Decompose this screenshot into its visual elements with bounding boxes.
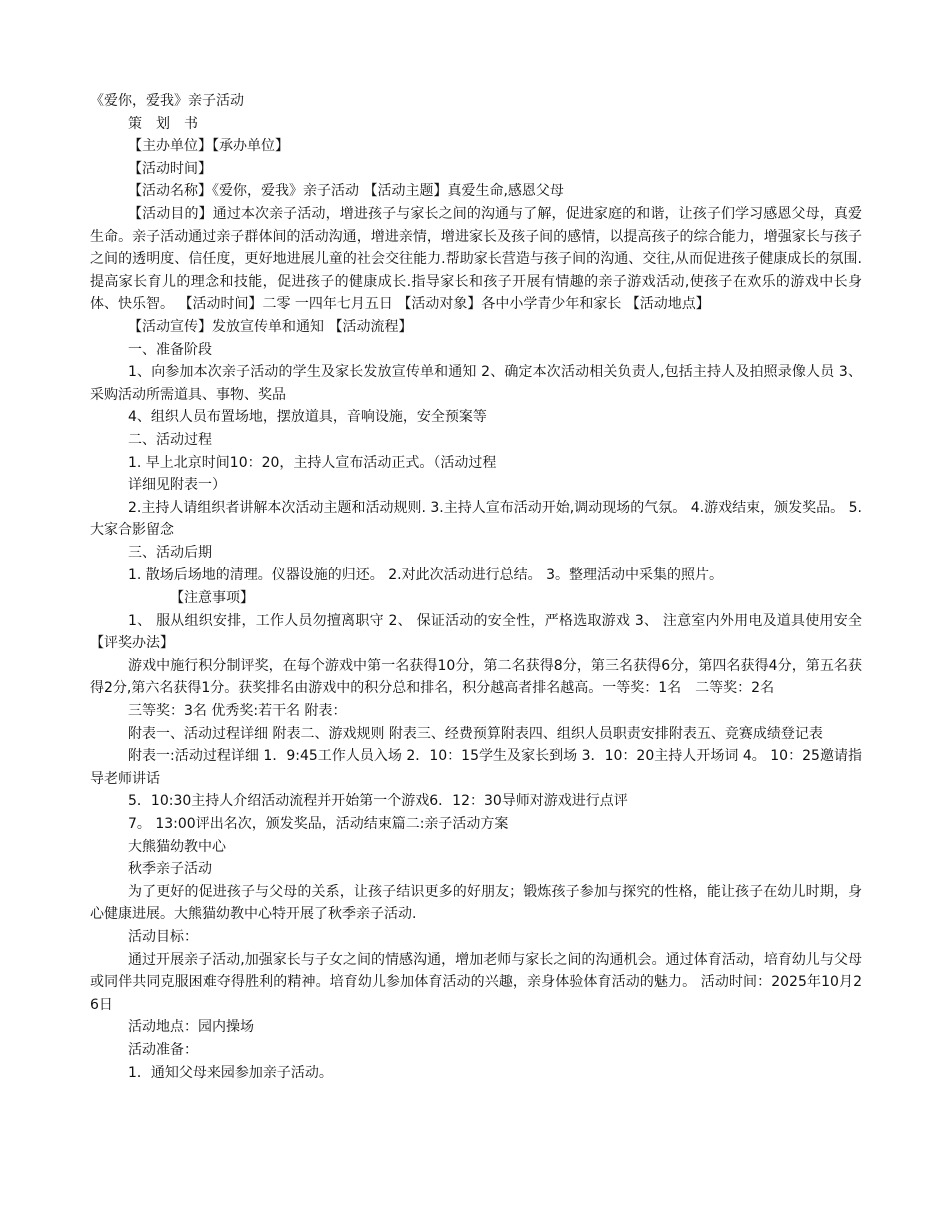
appendix-paragraph: 附表一:活动过程详细 1．9:45工作人员入场 2．10：15学生及家长到场 3．10：20主持人开场词 4。 10：25邀请指导老师讲话 xyxy=(90,748,862,787)
appendix-paragraph: 5．10:30主持人介绍活动流程并开始第一个游戏6．12：30导师对游戏进行点评 xyxy=(128,793,628,810)
organizer-line: 【主办单位】【承办单位】 xyxy=(128,138,289,155)
preparation-item: 1．通知父母来园参加亲子活动。 xyxy=(128,1064,333,1081)
appendix-paragraph: 7。 13:00评出名次，颁发奖品，活动结束篇二:亲子活动方案 xyxy=(128,816,509,832)
preparation-heading: 活动准备： xyxy=(128,1041,198,1058)
time-line: 【活动时间】 xyxy=(128,160,212,177)
section-heading-process: 二、活动过程 xyxy=(128,431,212,448)
section-heading-center: 大熊猫幼教中心 xyxy=(128,838,226,855)
intro-paragraph: 为了更好的促进孩子与父母的关系，让孩子结识更多的好朋友；锻炼孩子参加与探究的性格，能让孩子在幼儿时期，身心健康进展。大熊猫幼教中心特开展了秋季亲子活动. xyxy=(90,883,862,923)
goals-paragraph: 通过开展亲子活动,加强家长与子女之间的情感沟通，增加老师与家长之间的沟通机会。通过体育活动，培育幼儿与父母或同伴共同克服困难夺得胜利的精神。培育幼儿参加体育活动的兴趣，亲身体验体育活动的魅力。 活动时间：2025年10月26日 xyxy=(90,951,862,1013)
activity-name-line: 【活动名称】《爱你，爱我》亲子活动 【活动主题】真爱生命,感恩父母 xyxy=(128,183,564,200)
notice-heading: 【注意事项】 xyxy=(170,590,254,607)
section-heading-autumn: 秋季亲子活动 xyxy=(128,861,212,878)
document-body xyxy=(90,90,862,1084)
section-heading-prep: 一、准备阶段 xyxy=(128,341,212,358)
process-paragraph: 1. 早上北京时间10：20，主持人宣布活动正式。（活动过程 xyxy=(128,454,497,471)
location-line: 活动地点：园内操场 xyxy=(128,1019,254,1036)
post-paragraph: 1. 散场后场地的清理。仪器设施的归还。 2.对此次活动进行总结。 3。整理活动中采集的照片。 xyxy=(128,567,723,584)
prep-paragraph: 4、组织人员布置场地，摆放道具，音响设施，安全预案等 xyxy=(128,409,487,426)
notice-paragraph: 1、 服从组织安排，工作人员勿擅离职守 2、 保证活动的安全性，严格选取游戏 3、 注意室内外用电及道具使用安全 【评奖办法】 xyxy=(90,612,862,652)
publicity-line: 【活动宣传】发放宣传单和通知 【活动流程】 xyxy=(128,318,413,335)
process-paragraph: 2.主持人请组织者讲解本次活动主题和活动规则. 3.主持人宣布活动开始,调动现场的气氛。 4.游戏结束，颁发奖品。 5. 大家合影留念 xyxy=(90,499,862,539)
section-heading-post: 三、活动后期 xyxy=(128,544,212,561)
award-paragraph: 游戏中施行积分制评奖，在每个游戏中第一名获得10分，第二名获得8分，第三名获得6分，第四名获得4分，第五名获得2分,第六名获得1分。获奖排名由游戏中的积分总和排名，积分越高者排名越高。一等奖：1名 二等奖：2名 xyxy=(90,657,862,697)
appendix-list: 附表一、活动过程详细 附表二、游戏规则 附表三、经费预算附表四、组织人员职责安排附表五、竞赛成绩登记表 xyxy=(128,725,823,742)
process-paragraph: 详细见附表一） xyxy=(128,477,226,494)
document-title: 《爱你，爱我》亲子活动 xyxy=(90,93,244,109)
prep-paragraph: 1、向参加本次亲子活动的学生及家长发放宣传单和通知 2、确定本次活动相关负责人,包括主持人及拍照录像人员 3、采购活动所需道具、事物、奖品 xyxy=(90,364,862,403)
purpose-paragraph: 【活动目的】通过本次亲子活动，增进孩子与家长之间的沟通与了解，促进家庭的和谐，让孩子们学习感恩父母，真爱生命。亲子活动通过亲子群体间的活动沟通，增进亲情，增进家长及孩子间的感情，以提高孩子的综合能力，增强家长与孩子之间的透明度、信任度，更好地进展儿童的社会交往能力.帮助家长营造与孩子间的沟通、交往,从而促进孩子健康成长的氛围.提高家长育儿的理念和技能，促进孩子的健康成长.指导家长和孩子开展有情趣的亲子游戏活动,使孩子在欢乐的游戏中长身体、快乐智。 【活动时间】二零 一四年七月五日 【活动对象】各中小学青少年和家长 【活动地点】 xyxy=(90,205,862,313)
document-subtitle: 策 划 书 xyxy=(128,115,198,132)
goals-heading: 活动目标： xyxy=(128,928,198,945)
award-paragraph: 三等奖：3名 优秀奖:若干名 附表： xyxy=(128,703,347,720)
